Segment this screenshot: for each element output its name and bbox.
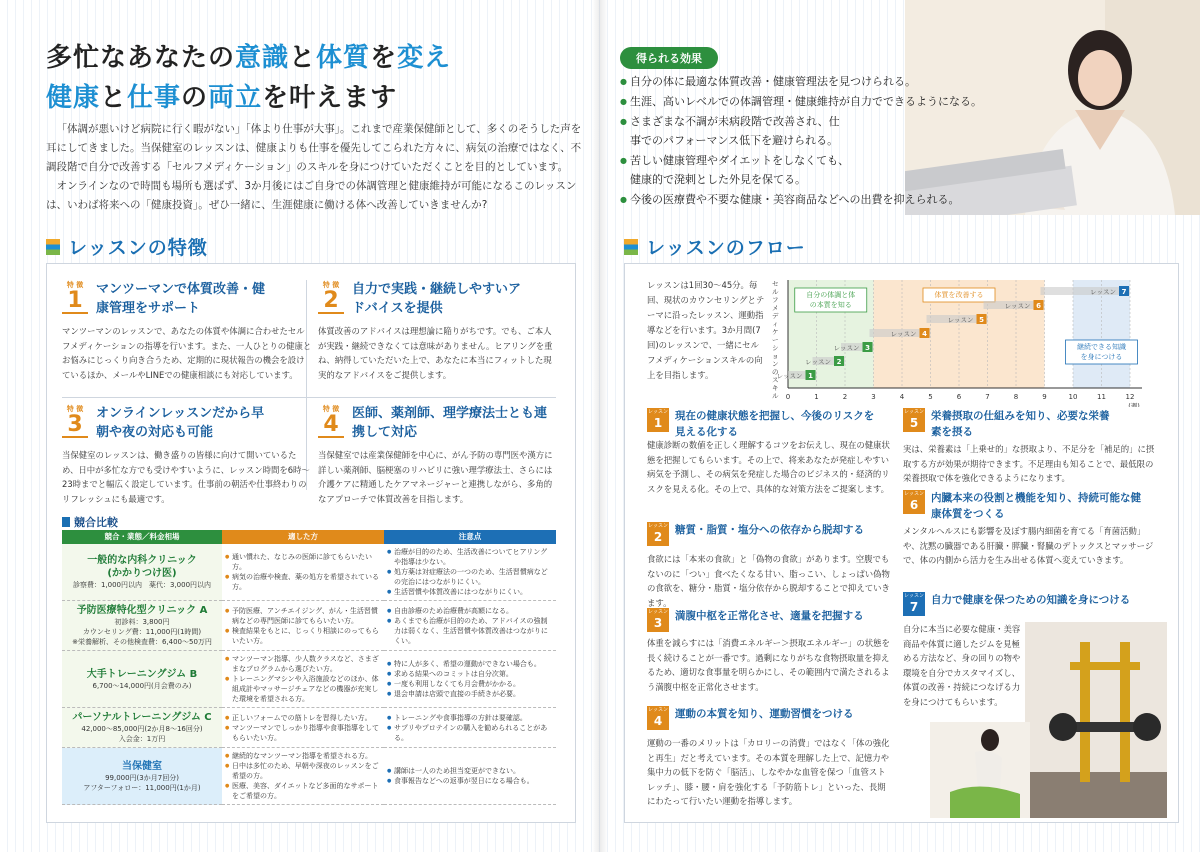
chart-step-label: 7: [1121, 288, 1127, 296]
flow-intro: レッスンは1回30〜45分。毎回、現状のカウンセリングとテーマに沿ったレッスン、運動指導などを行います。3か月間(7回)のレッスンで、一緒にセルフメディケーションスキルの向上を目指します。: [647, 280, 765, 380]
flow-chart: [770, 272, 1170, 407]
heading-bar-icon: [624, 239, 638, 255]
chart-zone-label: 自分の体調と体: [806, 291, 856, 299]
chart-step-label: 4: [922, 330, 927, 338]
chart-zone-label: の本質を知る: [809, 301, 852, 309]
lesson-title: 運動の本質を知り、運動習慣をつける: [675, 708, 854, 720]
lesson-body: 健康診断の数値を正しく理解するコツをお伝えし、現在の健康状態を把握してもらいます。その上で、将来あなたが発症しやすい病気を予測し、その病気を発症した場合のビジネス的・経済的リスクを見える化。その上で、具体的な対策方法をご提案します。: [647, 440, 890, 494]
chart-step-label: 5: [979, 316, 984, 324]
heading-bar-icon: [46, 239, 60, 255]
benefits-list: [620, 72, 1040, 210]
feature-title: オンラインレッスンだから早朝や夜の対応も可能: [96, 406, 265, 440]
lesson-body: 自分に本当に必要な健康・美容商品や体質に適したジムを見極める方法など、身の回りの物や環境を自分でカスタマイズし、体質の改善・持続につなげる力を身につけてもらいます。: [903, 624, 1021, 707]
feature-card: [318, 404, 568, 514]
woman-stretching-photo: [930, 722, 1030, 818]
comparison-header: 適した方: [222, 530, 384, 544]
chart-step-lesson-word: レッスン: [805, 358, 831, 366]
lesson-title: 現在の健康状態を把握し、今後のリスクを見える化する: [675, 410, 875, 438]
competitor-cell: 一般的な内科クリニック (かかりつけ医) 診察費：1,000円以内 薬代：3,000円以内: [62, 544, 222, 601]
lesson-number: レッスン 1: [648, 409, 668, 430]
competitor-cell: 予防医療特化型クリニック A 初診料：3,800円 カウンセリング費：11,000円(1時間) ※栄養解析、その他検査費：6,400〜50万円: [62, 601, 222, 651]
flow-heading: レッスンのフロー: [624, 233, 806, 260]
list-item: ● 今後の医療費や不要な健康・美容商品などへの出費を抑えられる。: [620, 190, 1040, 209]
lesson-number: レッスン 2: [648, 523, 668, 544]
table-row: [62, 651, 556, 708]
chart-step-lesson-word: レッスン: [890, 330, 917, 338]
chart-tick-label: 11: [1097, 393, 1106, 401]
headline: [46, 38, 451, 118]
chart-x-unit: (週): [1128, 402, 1140, 407]
comparison-table: [62, 530, 556, 805]
feature-number: 特 徴 3: [62, 404, 88, 438]
chart-step-lesson-word: レッスン: [947, 316, 974, 324]
feature-body: マンツーマンのレッスンで、あなたの体質や体調に合わせたセルフメディケーションの指導を行います。また、一人ひとりの健康とお悩みにじっくり向き合うため、定期的に現状報告の機会を設けているほか、メールやLINEでの健康相談にも対応しています。: [62, 326, 312, 380]
chart-tick-label: 3: [871, 393, 876, 401]
list-item: ● さまざまな不調が未病段階で改善され、仕事でのパフォーマンス低下を避けられる。: [620, 112, 850, 150]
chart-tick-label: 6: [956, 393, 962, 401]
woman-stretching-illustration: [930, 722, 1030, 818]
competitor-cell: 当保健室 99,000円(3か月7回分) アフターフォロー：11,000円(1か月): [62, 748, 222, 805]
feature-card: [318, 280, 568, 390]
lesson-number: レッスン 6: [904, 491, 924, 512]
intro-paragraph: オンラインなので時間も場所も選ばず、3か月後にはご自身での体調管理と健康維持が可能になるこのレッスンは、いわば将来への「健康投資」。ぜひ一緒に、生涯健康に働ける体へ改善していきませんか?: [46, 180, 577, 211]
fit-cell: ● 予防医療、アンチエイジング、がん・生活習慣病などの専門医師に診てもらいたい方。 ● 検査結果をもとに、じっくり相談にのってもらいたい方。: [222, 601, 384, 651]
list-item: ● 自分の体に最適な体質改善・健康管理法を見つけられる。: [620, 72, 1040, 91]
chart-tick-label: 10: [1068, 393, 1078, 401]
fit-cell: ● マンツーマン指導、少人数クラスなど、さまざまなプログラムから選びたい方。 ● トレーニングマシンや入浴施設などのほか、体組成計やマッサージチェアなどの機器が充実した環境を希望される方。: [222, 651, 384, 708]
lesson-title: 自力で健康を保つための知識を身につける: [931, 594, 1131, 606]
intro-paragraph: 「体調が悪いけど病院に行く暇がない」「体より仕事が大事」。これまで産業保健師として、多くのそうした声を耳にしてきました。当保健室のレッスンは、健康よりも仕事を優先してこられた方々に、病気の治療ではなく、不調段階で自分で改善する「セルフメディケーション」のスキルを身につけていただくことを目的としています。: [46, 123, 582, 173]
feature-body: 当保健室のレッスンは、働き盛りの皆様に向けて開いているため、日中が多忙な方でも受けやすいように、レッスン時間を6時〜23時までと幅広く設定しています。仕事前の朝活や仕事終わりのリフレッシュにも最適です。: [62, 450, 310, 504]
features-heading: レッスンの特徴: [46, 233, 208, 260]
chart-step-label: 3: [865, 344, 870, 352]
gym-equipment-illustration: [1025, 622, 1167, 818]
chart-tick-label: 2: [842, 393, 848, 401]
headline-line1: 多忙なあなたの意識と体質を変え: [46, 43, 452, 73]
comparison-header: 注意点: [384, 530, 556, 544]
chart-step-lesson-word: レッスン: [1004, 302, 1031, 310]
note-cell: ● 講師は一人のため担当変更ができない。 ● 食事報告などへの返事が翌日になる場合も。: [384, 748, 556, 805]
headline-line2: 健康と仕事の両立を叶えます: [46, 83, 398, 113]
flow-chart-svg: [770, 272, 1170, 407]
lesson-number: レッスン 7: [904, 593, 924, 614]
chart-tick-label: 7: [985, 393, 990, 401]
benefits-tag: 得られる効果: [620, 47, 718, 69]
note-cell: ● トレーニングや食事指導の方針は要確認。 ● サプリやプロテインの購入を勧められることがある。: [384, 708, 556, 748]
page-spine: [592, 0, 608, 852]
chart-zone-label: を身につける: [1080, 353, 1123, 361]
fit-cell: ● 継続的なマンツーマン指導を希望される方。 ● 日中は多忙のため、早朝や深夜のレッスンをご希望の方。 ● 医療、美容、ダイエットなど多面的なサポートをご希望の方。: [222, 748, 384, 805]
feature-title: マンツーマンで体質改善・健康管理をサポート: [96, 282, 266, 316]
feature-number: 特 徴 1: [62, 280, 88, 314]
feature-body: 当保健室では産業保健師を中心に、がん予防の専門医や漢方に詳しい薬剤師、脳梗塞のリハビリに強い理学療法士、さらには介護ケアに精通したケアマネージャーと連携しながら、多角的なアプローチで体質改善を目指します。: [318, 450, 553, 504]
feature-divider-h: [62, 397, 556, 398]
lesson-body: 食欲には「本来の食欲」と「偽物の食欲」があります。空腹でもないのに「つい」食べたくなる甘い、脂っこい、しょっぱい偽物の食欲を、糖分・脂質・塩分依存から脱却することで抑えていきます。: [647, 554, 890, 608]
lesson-title: 満腹中枢を正常化させ、適量を把握する: [675, 610, 864, 622]
chart-tick-label: 5: [928, 393, 933, 401]
chart-tick-label: 1: [814, 393, 819, 401]
chart-tick-label: 4: [899, 393, 905, 401]
feature-number: 特 徴 2: [318, 280, 344, 314]
lesson-body: メンタルヘルスにも影響を及ぼす腸内細菌を育てる「育菌活動」や、沈黙の臓器である肝臓・膵臓・腎臓のデトックスとマッサージで、体の内側から活力を生み出せる体質へ変えていきます。: [903, 526, 1154, 565]
comparison-heading: 競合比較: [62, 514, 118, 530]
lesson-title: 内臓本来の役割と機能を知り、持続可能な健康体質をつくる: [931, 492, 1141, 520]
note-cell: ● 自由診療のため治療費が高額になる。 ● あくまでも治療が目的のため、アドバイスの強制力は弱くなく、生活習慣や体質改善はつながりにくい。: [384, 601, 556, 651]
chart-tick-label: 12: [1125, 393, 1135, 401]
lesson-title: 栄養摂取の仕組みを知り、必要な栄養素を摂る: [931, 410, 1110, 438]
lesson-body: 運動の一番のメリットは「カロリーの消費」ではなく「体の強化と再生」だと考えています。その本質を理解した上で、記憶力や集中力の低下を防ぐ「脳活」、しなやかな血管を保つ「血管ストレッチ」、膝・腰・肩を強化する「予防筋トレ」といった、長期にわたって行いたい運動を指導します。: [647, 738, 890, 806]
lesson-title: 糖質・脂質・塩分への依存から脱却する: [675, 524, 864, 536]
chart-step-lesson-word: レッスン: [833, 344, 860, 352]
chart-tick-label: 0: [785, 393, 791, 401]
table-row: [62, 708, 556, 748]
chart-step-lesson-word: レッスン: [1090, 288, 1116, 296]
competitor-cell: 大手トレーニングジム B 6,700〜14,000円(月会費のみ): [62, 651, 222, 708]
feature-number: 特 徴 4: [318, 404, 344, 438]
lesson-body: 実は、栄養素は「上乗せ的」な摂取より、不足分を「補足的」に摂取する方が効果が期待できます。不足理由も知ることで、最低限の栄養摂取で体を強化できるようになります。: [903, 444, 1155, 483]
lesson-body: 体重を減らすには「消費エネルギー＞摂取エネルギー」の状態を長く続けることが一番です。過剰になりがちな食物摂取量を抑えるため、適切な食事量を明らかにし、その範囲内で満たされるよう満腹中枢を正常化させます。: [647, 638, 890, 692]
list-item: ● 苦しい健康管理やダイエットをしなくても、健康的で溌剌とした外見を保てる。: [620, 151, 850, 189]
feature-card: [62, 280, 312, 390]
chart-tick-label: 9: [1042, 393, 1047, 401]
fit-cell: ● 通い慣れた、なじみの医師に診てもらいたい方。 ● 病気の治療や検査、薬の処方を希望されている方。: [222, 544, 384, 601]
table-row: [62, 544, 556, 601]
lesson-number: レッスン 5: [904, 409, 924, 430]
comparison-header: 競合・業態／料金相場: [62, 530, 222, 544]
chart-ylabel: セルフメディケーションのスキル: [772, 280, 779, 400]
competitor-cell: パーソナルトレーニングジム C 42,000〜85,000円(2か月8〜16回分) 入会金：1万円: [62, 708, 222, 748]
fit-cell: ● 正しいフォームでの筋トレを習得したい方。 ● マンツーマンでしっかり指導や食事指導をしてもらいたい方。: [222, 708, 384, 748]
intro-text: [46, 120, 586, 215]
feature-title: 自力で実践・継続しやすいアドバイスを提供: [352, 282, 522, 316]
feature-body: 体質改善のアドバイスは理想論に陥りがちです。でも、ご本人が実践・継続できなくては意味がありません。ヒアリングを重ね、納得していただいた上で、あなたに本当にフィットした現実的なアドバイスをご提供します。: [318, 326, 553, 380]
chart-step-label: 6: [1036, 302, 1041, 310]
lesson-number: レッスン 3: [648, 609, 668, 630]
chart-tick-label: 8: [1013, 393, 1019, 401]
chart-step-lesson-word: レッスン: [776, 372, 803, 380]
note-cell: ● 特に人が多く、希望の運動ができない場合も。 ● 求める結果へのコミットは自分次第。 ● 一度も利用しなくても月会費がかかる。 ● 退会申請は店頭で直接の手続きが必要。: [384, 651, 556, 708]
chart-zone-label: 継続できる知識: [1077, 343, 1126, 351]
chart-step-bar: [1041, 287, 1131, 295]
note-cell: ● 治療が目的のため、生活改善についてヒアリングや指導は少ない。 ● 処方薬は対症療法の一つのため、生活習慣病などの完治にはつながりにくい。 ● 生活習慣や体質改善にはつながりにくい。: [384, 544, 556, 601]
table-row: [62, 601, 556, 651]
feature-card: [62, 404, 312, 514]
chart-zone-label: 体質を改善する: [934, 291, 984, 299]
table-row: [62, 748, 556, 805]
chart-step-label: 1: [808, 372, 813, 380]
chart-step-label: 2: [836, 358, 842, 366]
lesson-number: レッスン 4: [648, 707, 668, 728]
feature-title: 医師、薬剤師、理学療法士とも連携して対応: [352, 406, 548, 440]
gym-photo: [1025, 622, 1167, 818]
list-item: ● 生涯、高いレベルでの体調管理・健康維持が自力でできるようになる。: [620, 92, 1040, 111]
